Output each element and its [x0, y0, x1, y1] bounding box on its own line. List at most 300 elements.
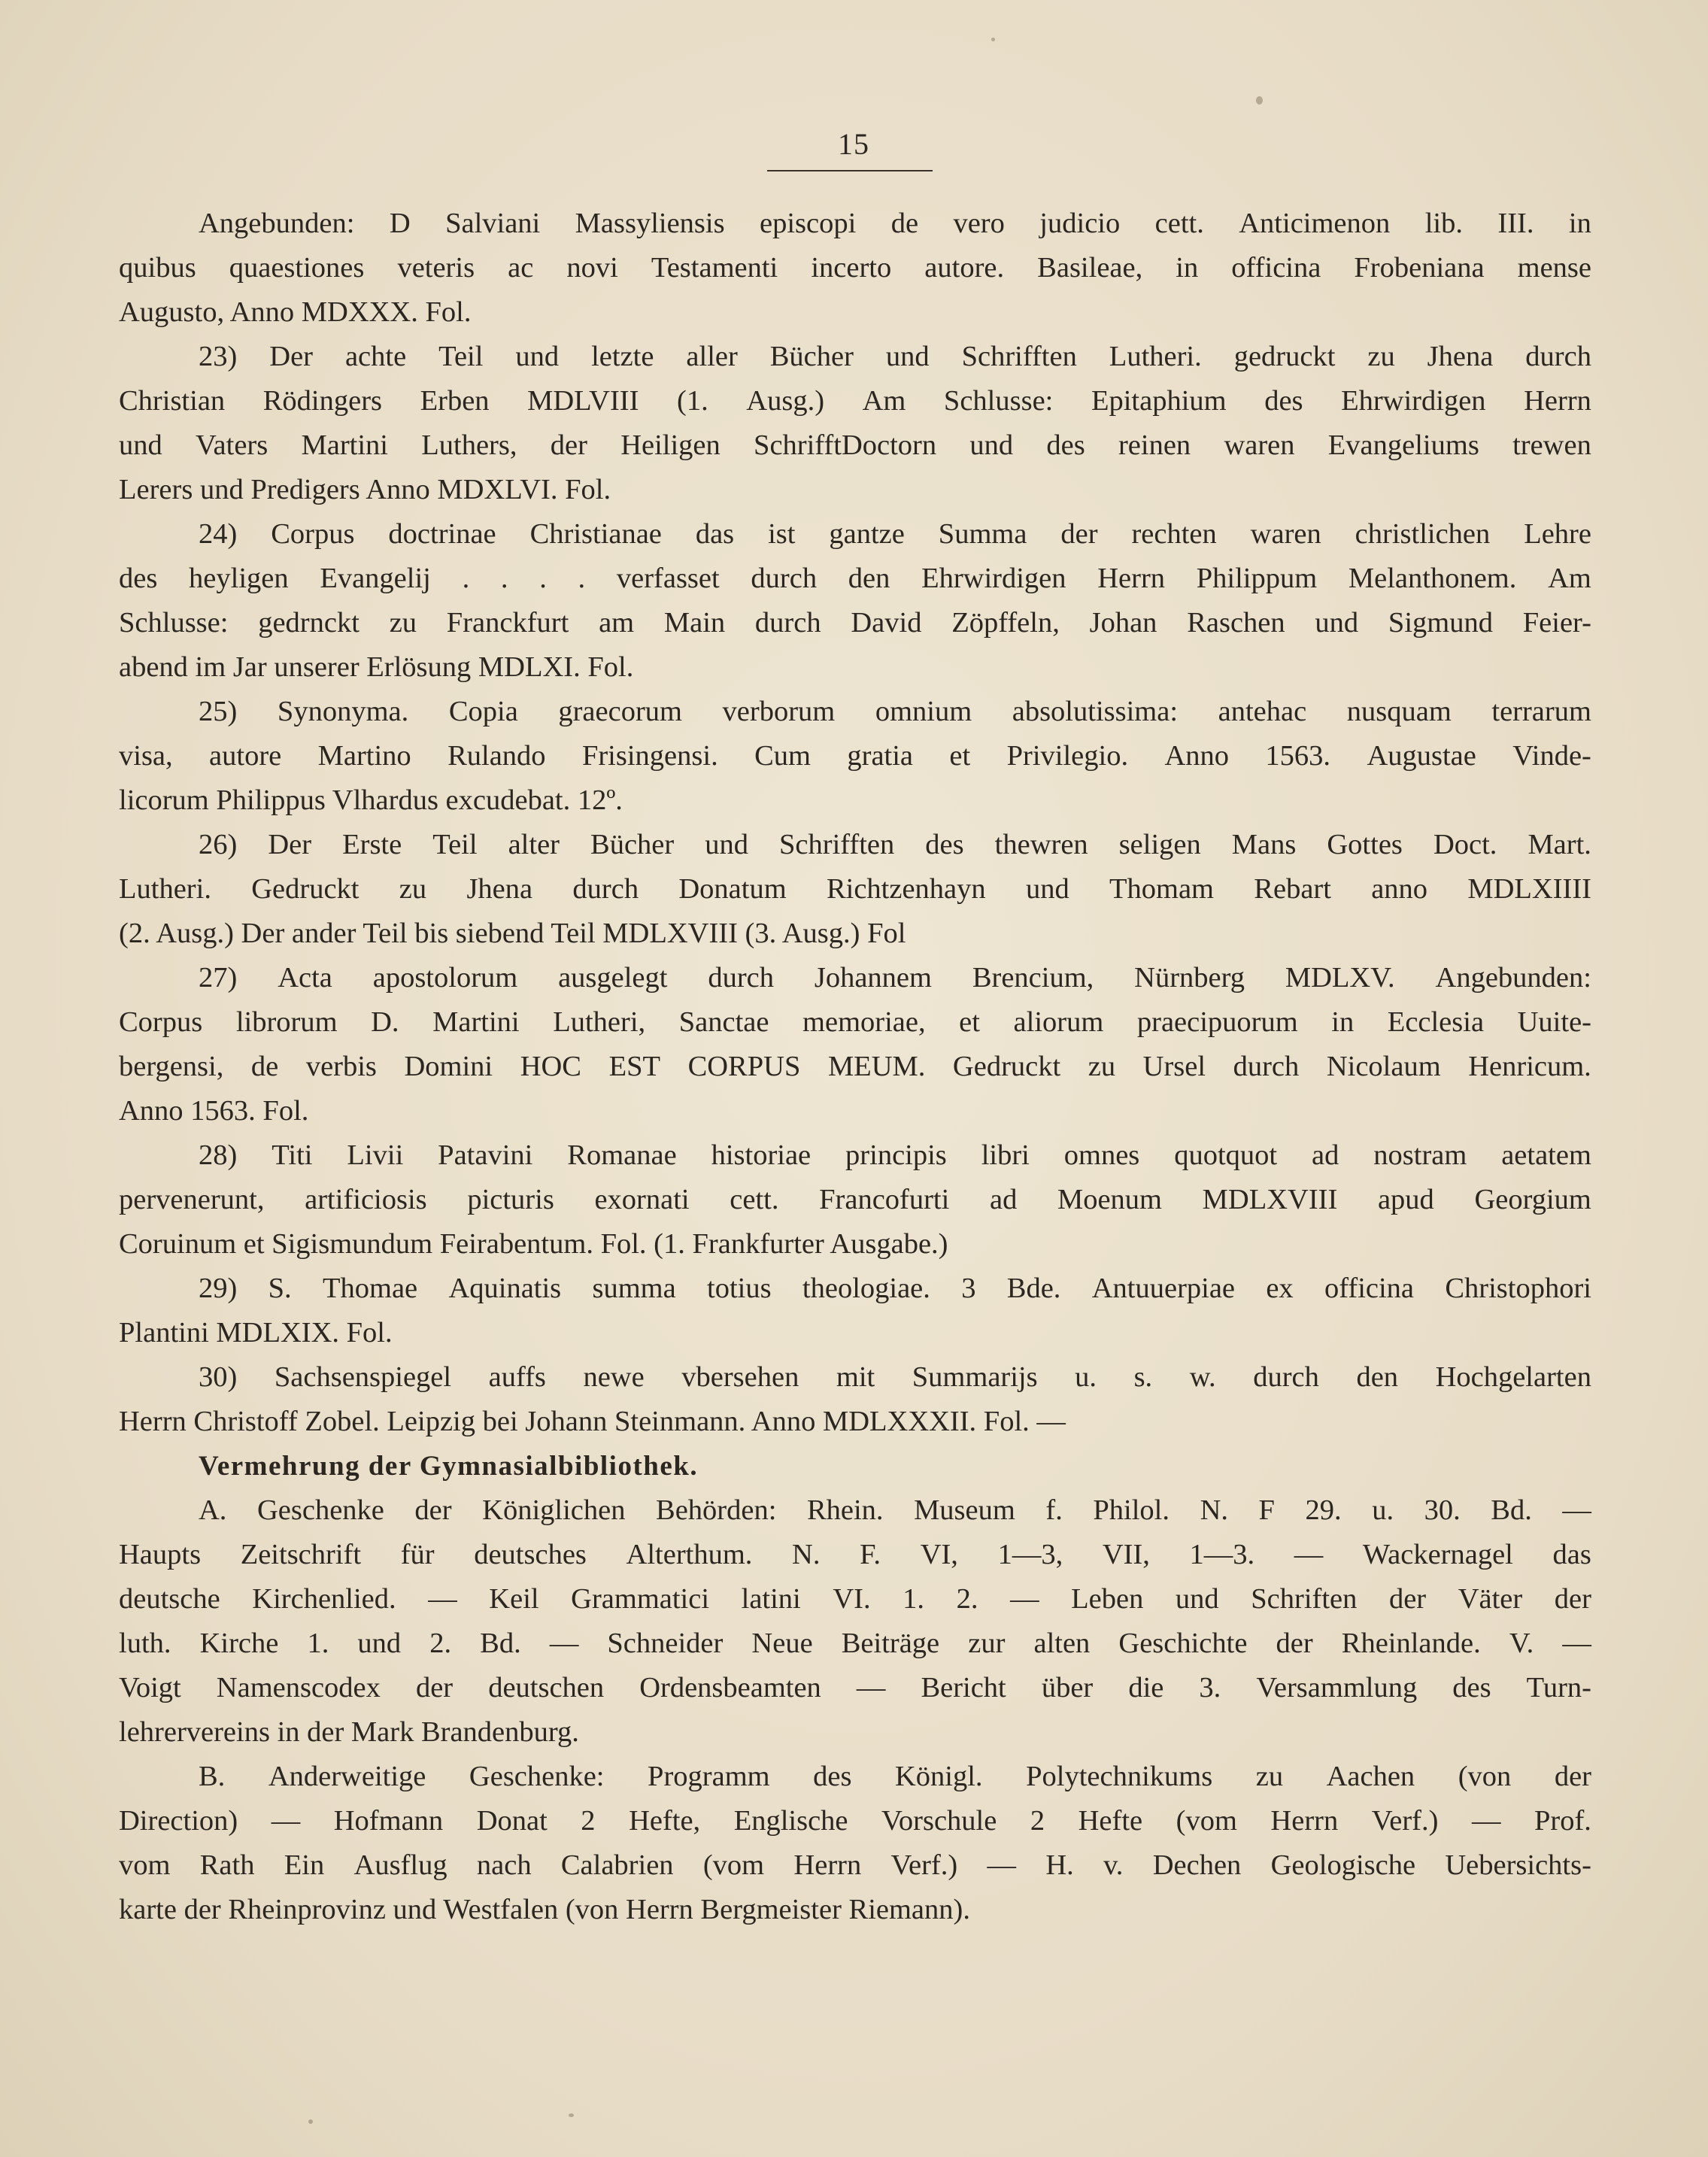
text-line [119, 1488, 1591, 1533]
word: terrarum [1491, 696, 1591, 727]
word: Moenum [1057, 1184, 1163, 1215]
word: durch [572, 873, 639, 905]
word: zu [1088, 1051, 1116, 1082]
word: Sanctae [678, 1006, 769, 1038]
word: Philol. [1093, 1494, 1170, 1526]
word: Hefte [1078, 1805, 1143, 1837]
word: Rödingers [262, 385, 383, 417]
word: deutsche [119, 1583, 220, 1615]
word: Leben [1071, 1583, 1144, 1615]
word: deutschen [488, 1672, 605, 1703]
word: der [1060, 518, 1098, 550]
word: des [925, 829, 964, 860]
word: thewren [994, 829, 1088, 860]
paper-speck [1256, 96, 1263, 105]
word: v. [1103, 1849, 1124, 1881]
word: 1. [903, 1583, 925, 1615]
word: mense [1517, 252, 1591, 284]
word: Ehrwirdigen [1341, 385, 1486, 417]
text-line [119, 823, 1591, 867]
word: und [1025, 873, 1069, 905]
word: Titi [272, 1139, 313, 1171]
word: Copia [448, 696, 518, 727]
word: Angebunden: [1435, 962, 1591, 994]
word: F. [860, 1539, 881, 1570]
word: Aquinatis [448, 1273, 562, 1304]
word: libri [981, 1139, 1030, 1171]
word: zu [1367, 341, 1395, 372]
word: memoriae, [802, 1006, 926, 1038]
word: et [949, 740, 971, 772]
word: des [813, 1761, 852, 1792]
word: — [1562, 1494, 1591, 1526]
word: Programm [648, 1761, 770, 1792]
word: et [959, 1006, 980, 1038]
word: Privilegio. [1006, 740, 1129, 772]
word: novi [566, 252, 618, 284]
paper-speck [569, 2113, 574, 2117]
word: summa [592, 1273, 676, 1304]
word: Gottes [1327, 829, 1403, 860]
text-line [119, 202, 1591, 246]
word: in [1331, 1006, 1355, 1038]
text-line [119, 1045, 1591, 1089]
word: die [1128, 1672, 1164, 1703]
word: incerto [811, 252, 892, 284]
word: durch [708, 962, 774, 994]
text-line [119, 1355, 1591, 1400]
word: Erste [342, 829, 402, 860]
word: Ehrwirdigen [921, 563, 1066, 594]
text-line [119, 690, 1591, 734]
word: Erben [420, 385, 490, 417]
word: Ausg.) [746, 385, 825, 417]
word: historiae [711, 1139, 812, 1171]
word: V. [1509, 1628, 1534, 1659]
word: Väter [1458, 1583, 1523, 1615]
text-line [119, 1843, 1591, 1888]
word: (vom [1176, 1805, 1237, 1837]
word: Wackernagel [1362, 1539, 1513, 1570]
word: . [578, 563, 586, 594]
text-line: Coruinum et Sigismundum Feirabentum. Fol. (1. Frankfurter Ausgabe.) [119, 1228, 948, 1260]
word: Testamenti [651, 252, 778, 284]
word: Geschenke [256, 1494, 384, 1526]
word: des [1264, 385, 1303, 417]
word: Sigmund [1388, 607, 1493, 639]
word: 29) [199, 1273, 238, 1304]
word: der [550, 429, 587, 461]
word: SchrifftDoctorn [754, 429, 937, 461]
word: Basileae, [1037, 252, 1143, 284]
word: Georgium [1474, 1184, 1591, 1215]
word: Melanthonem. [1348, 563, 1517, 594]
word: Nicolaum [1326, 1051, 1441, 1082]
word: des [119, 563, 158, 594]
word: Kirche [199, 1628, 279, 1659]
word: ist [768, 518, 796, 550]
word: waren [1250, 518, 1321, 550]
word: VI. [833, 1583, 871, 1615]
word: s. [1133, 1361, 1153, 1393]
word: Rhein. [806, 1494, 884, 1526]
paper-speck [308, 2119, 313, 2124]
word: Lutheri, [553, 1006, 646, 1038]
word: und [885, 341, 930, 372]
word: der [1276, 1628, 1313, 1659]
word: deutsches [474, 1539, 587, 1570]
word: Beiträge [841, 1628, 940, 1659]
word: Patavini [438, 1139, 533, 1171]
word: Geschichte [1118, 1628, 1248, 1659]
word: Alterthum. [626, 1539, 753, 1570]
word: der [414, 1494, 452, 1526]
text-line [119, 1133, 1591, 1178]
word: Frisingensi. [581, 740, 718, 772]
text-line: lehrervereins in der Mark Brandenburg. [119, 1716, 579, 1748]
word: durch [1233, 1051, 1300, 1082]
word: Richtzenhayn [826, 873, 986, 905]
text-line [119, 1577, 1591, 1622]
word: apud [1377, 1184, 1434, 1215]
word: Uuite- [1517, 1006, 1591, 1038]
word: (von [1458, 1761, 1512, 1792]
word: den [848, 563, 890, 594]
document-body [119, 202, 1591, 1932]
word: 1563. [1265, 740, 1331, 772]
text-line: (2. Ausg.) Der ander Teil bis siebend Teil MDLXVIII (3. Ausg.) Fol [119, 918, 906, 949]
text-line [119, 335, 1591, 379]
word: — [428, 1583, 457, 1615]
word: officina [1324, 1273, 1415, 1304]
word: Museum [914, 1494, 1015, 1526]
word: durch [754, 607, 821, 639]
word: Bücher [590, 829, 675, 860]
word: Schriften [1251, 1583, 1358, 1615]
word: Feier- [1522, 607, 1591, 639]
word: Verf.) [890, 1849, 958, 1881]
word: theologiae. [802, 1273, 930, 1304]
word: Salviani [445, 208, 541, 239]
word: S. [268, 1273, 292, 1304]
word: Verf.) [1371, 1805, 1439, 1837]
word: antehac [1218, 696, 1307, 727]
word: 30. [1424, 1494, 1461, 1526]
word: Herrn [1270, 1805, 1339, 1837]
word: Zeitschrift [240, 1539, 362, 1570]
word: Anno [1164, 740, 1230, 772]
word: Lehre [1524, 518, 1591, 550]
word: Romanae [567, 1139, 677, 1171]
word: autore [209, 740, 282, 772]
word: librorum [235, 1006, 338, 1038]
word: pervenerunt, [119, 1184, 265, 1215]
word: — [1010, 1583, 1039, 1615]
word: totius [707, 1273, 772, 1304]
word: der [415, 1672, 454, 1703]
word: 1—3, [997, 1539, 1063, 1570]
word: Christianae [529, 518, 662, 550]
word: N. [1200, 1494, 1228, 1526]
word: absolutissima: [1012, 696, 1179, 727]
word: . [539, 563, 547, 594]
word: lib. [1424, 208, 1463, 239]
word: der [1554, 1761, 1591, 1792]
word: Ausflug [353, 1849, 447, 1881]
word: christlichen [1355, 518, 1491, 550]
word: Henricum. [1468, 1051, 1591, 1082]
word: Herrn [1524, 385, 1591, 417]
word: Mans [1231, 829, 1297, 860]
word: Gedruckt [952, 1051, 1061, 1082]
word: — [271, 1805, 301, 1837]
word: Voigt [119, 1672, 181, 1703]
word: für [400, 1539, 435, 1570]
word: Prof. [1534, 1805, 1591, 1837]
text-line: karte der Rheinprovinz und Westfalen (von Herrn Bergmeister Riemann). [119, 1894, 970, 1925]
word: Zöpffeln, [951, 607, 1060, 639]
word: — [1471, 1805, 1501, 1837]
word: Herrn [793, 1849, 862, 1881]
word: 2. [956, 1583, 978, 1615]
word: Bücher [769, 341, 854, 372]
word: Massyliensis [575, 208, 725, 239]
word: Am [1548, 563, 1591, 594]
word: — [1294, 1539, 1324, 1570]
word: 3 [961, 1273, 976, 1304]
word: durch [1253, 1361, 1319, 1393]
word: Donatum [678, 873, 787, 905]
word: u. [1075, 1361, 1097, 1393]
word: omnium [875, 696, 972, 727]
word: und [357, 1628, 402, 1659]
word: nach [476, 1849, 532, 1881]
word: Main [663, 607, 726, 639]
word: Rath [199, 1849, 255, 1881]
word: MDLXIIII [1467, 873, 1591, 905]
word: (vom [702, 1849, 765, 1881]
word: 30) [199, 1361, 238, 1393]
text-line [119, 1533, 1591, 1577]
word: 24) [199, 518, 238, 550]
word: newe [583, 1361, 645, 1393]
word: quibus [119, 252, 196, 284]
text-line [119, 423, 1591, 468]
word: Ecclesia [1387, 1006, 1485, 1038]
word: — [856, 1672, 886, 1703]
text-line [119, 379, 1591, 423]
word: Franckfurt [446, 607, 569, 639]
word: nostram [1373, 1139, 1467, 1171]
text-line [119, 557, 1591, 601]
word: ad [1312, 1139, 1339, 1171]
word: A. [199, 1494, 227, 1526]
word: apostolorum [372, 962, 518, 994]
word: Thomam [1109, 873, 1214, 905]
word: Corpus [119, 1006, 203, 1038]
word: ac [508, 252, 534, 284]
word: F [1258, 1494, 1275, 1526]
word: zur [968, 1628, 1006, 1659]
word: graecorum [558, 696, 682, 727]
word: Bericht [921, 1672, 1006, 1703]
word: Christian [119, 385, 226, 417]
word: Luthers, [421, 429, 517, 461]
word: alter [508, 829, 560, 860]
header-rule [767, 170, 933, 171]
word: H. [1045, 1849, 1074, 1881]
word: Kirchenlied. [252, 1583, 396, 1615]
word: gedrnckt [258, 607, 359, 639]
word: 3. [1199, 1672, 1221, 1703]
text-line [119, 1000, 1591, 1045]
word: rechten [1131, 518, 1217, 550]
word: Martini [301, 429, 388, 461]
word: officina [1231, 252, 1321, 284]
word: doctrinae [388, 518, 496, 550]
word: Frobeniana [1354, 252, 1485, 284]
word: B. [199, 1761, 226, 1792]
word: 25) [199, 696, 238, 727]
word: Lutheri. [1109, 341, 1202, 372]
word: vbersehen [681, 1361, 799, 1393]
word: Polytechnikums [1026, 1761, 1213, 1792]
word: Rulando [447, 740, 546, 772]
word: veteris [397, 252, 475, 284]
word: N. [792, 1539, 821, 1570]
word: Teil [438, 341, 484, 372]
text-line [119, 1267, 1591, 1311]
word: Martino [317, 740, 411, 772]
text-line: abend im Jar unserer Erlösung MDLXI. Fol. [119, 651, 634, 683]
word: verborum [722, 696, 836, 727]
word: . [500, 563, 508, 594]
word: 1. [307, 1628, 329, 1659]
word: de [890, 208, 919, 239]
word: zu [1255, 1761, 1284, 1792]
word: Uebersichts- [1445, 1849, 1591, 1881]
word: heyligen [189, 563, 289, 594]
word: Nürnberg [1134, 962, 1245, 994]
text-line: Augusto, Anno MDXXX. Fol. [119, 296, 472, 328]
word: de [250, 1051, 279, 1082]
word: gedruckt [1233, 341, 1336, 372]
word: seligen [1118, 829, 1201, 860]
word: 23) [199, 341, 238, 372]
word: durch [1525, 341, 1591, 372]
word: Namenscodex [216, 1672, 381, 1703]
word: 2. [429, 1628, 452, 1659]
word: gantze [829, 518, 905, 550]
page-number: 15 [838, 127, 869, 161]
word: Anderweitige [268, 1761, 426, 1792]
word: vero [953, 208, 1005, 239]
word: D [389, 208, 411, 239]
word: Corpus [271, 518, 355, 550]
word: und [119, 429, 162, 461]
word: Philippum [1196, 563, 1318, 594]
word: 27) [199, 962, 238, 994]
word: durch [751, 563, 818, 594]
word: 2 [1030, 1805, 1045, 1837]
word: Ordensbeamten [639, 1672, 821, 1703]
word: Livii [347, 1139, 404, 1171]
text-line [119, 956, 1591, 1000]
word: Königlichen [482, 1494, 626, 1526]
text-line [119, 867, 1591, 912]
text-line: Anno 1563. Fol. [119, 1095, 309, 1127]
word: praecipuorum [1136, 1006, 1298, 1038]
word: Schneider [607, 1628, 724, 1659]
word: MDLXVIII [1202, 1184, 1338, 1215]
word: Königl. [894, 1761, 983, 1792]
word: picturis [467, 1184, 554, 1215]
word: Calabrien [560, 1849, 674, 1881]
word: judicio [1039, 208, 1121, 239]
text-line [119, 1622, 1591, 1666]
word: Angebunden: [199, 208, 355, 239]
word: verbis [305, 1051, 377, 1082]
word: Synonyma. [277, 696, 409, 727]
word: am [599, 607, 635, 639]
word: Vaters [196, 429, 268, 461]
word: Grammatici [571, 1583, 710, 1615]
word: Der [268, 829, 312, 860]
word: gratia [847, 740, 914, 772]
word: luth. [119, 1628, 171, 1659]
word: Hofmann [333, 1805, 444, 1837]
text-line: Herrn Christoff Zobel. Leipzig bei Johann Steinmann. Anno MDLXXXII. Fol. — [119, 1406, 1066, 1437]
word: Acta [278, 962, 332, 994]
word: in [1568, 208, 1591, 239]
word: den [1356, 1361, 1399, 1393]
word: und [969, 429, 1014, 461]
text-line: Plantini MDLXIX. Fol. [119, 1317, 393, 1349]
text-line [119, 1755, 1591, 1799]
text-line [119, 601, 1591, 645]
word: Raschen [1187, 607, 1285, 639]
word: 1—3. [1189, 1539, 1255, 1570]
text-line [119, 246, 1591, 290]
word: und [1175, 1583, 1219, 1615]
word: — [987, 1849, 1017, 1881]
word: Bde. [1006, 1273, 1061, 1304]
word: vom [119, 1849, 171, 1881]
word: und [705, 829, 748, 860]
word: Aachen [1326, 1761, 1415, 1792]
text-line [119, 1178, 1591, 1222]
word: (1. [677, 385, 708, 417]
word: aetatem [1501, 1139, 1591, 1171]
word: anno [1371, 873, 1428, 905]
word: Lutheri. [119, 873, 211, 905]
text-line [119, 734, 1591, 778]
word: ad [989, 1184, 1018, 1215]
word: cett. [1154, 208, 1204, 239]
word: Vorschule [881, 1805, 997, 1837]
word: Martini [432, 1006, 520, 1038]
word: auffs [488, 1361, 546, 1393]
text-line [119, 1666, 1591, 1710]
word: quotquot [1174, 1139, 1278, 1171]
word: des [1046, 429, 1085, 461]
word: Neue [751, 1628, 813, 1659]
word: zu [389, 607, 417, 639]
word: 28) [199, 1139, 238, 1171]
word: quaestiones [229, 252, 365, 284]
word: artificiosis [305, 1184, 427, 1215]
word: Herrn [1097, 563, 1166, 594]
